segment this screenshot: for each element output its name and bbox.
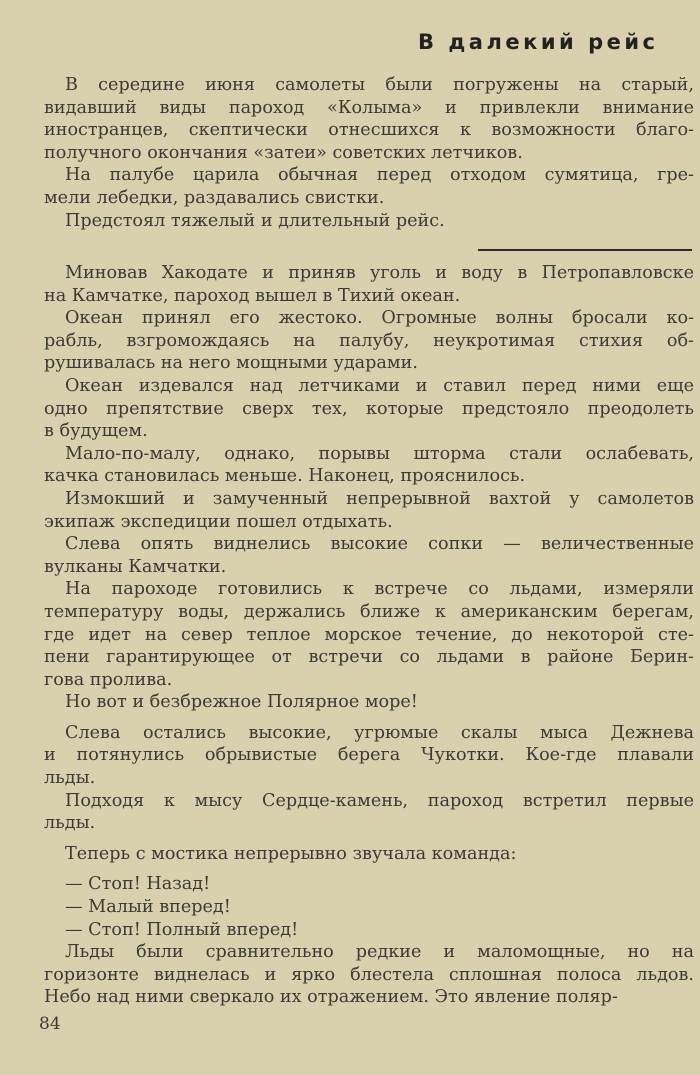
section-divider [478,249,692,251]
paragraph [44,375,694,443]
text-line: На палубе царила обычная перед отходом сумятица, гре- [65,165,694,186]
paragraph [44,262,694,307]
text-line: Теперь с мостика непрерывно звучала команда: [65,843,517,864]
text-line: Океан издевался над летчиками и ставил перед ними еще [65,375,694,396]
text-line: вулканы Камчатки. [44,556,227,577]
text-line: льды. [44,768,96,789]
paragraph-gap [44,835,694,843]
paragraph [44,210,694,233]
paragraph [44,941,694,1009]
text-line: Льды были сравнительно редкие и маломощные, но на [65,942,694,963]
text-line: иностранцев, скептически отнесшихся к возможности благо- [44,120,694,141]
paragraph [44,488,694,533]
text-line: качка становилась меньше. Наконец, прояснилось. [44,466,526,487]
paragraph [44,74,694,164]
text-line: мели лебедки, раздавались свистки. [44,187,385,208]
section-main [44,262,694,1009]
text-line: Слева остались высокие, угрюмые скалы мыса Дежнева [65,722,694,743]
paragraph-gap [44,714,694,722]
command-line: — Стоп! Полный вперед! [65,919,299,940]
text-line: экипаж экспедиции пошел отдыхать. [44,511,393,532]
paragraph [44,307,694,375]
paragraph [44,790,694,835]
text-line: в будущем. [44,421,148,442]
text-line: температуру воды, держались ближе к американским берегам, [44,601,694,622]
text-line: Но вот и безбрежное Полярное море! [65,692,418,713]
text-line: льды. [44,813,96,834]
text-line: одно препятствие сверх тех, которые предстояло преодолеть [44,398,694,419]
text-line: Миновав Хакодате и приняв уголь и воду в Петропавловске [65,263,694,283]
running-header: В далекий рейс [418,30,659,54]
text-line: получного окончания «затеи» советских летчиков. [44,142,523,163]
text-line: рабль, взгромождаясь на палубу, неукротимая стихия об- [44,330,694,351]
paragraph [44,443,694,488]
text-line: Мало-по-малу, однако, порывы шторма стали ослабевать, [65,443,694,464]
text-line: В середине июня самолеты были погружены на старый, [65,75,694,95]
text-line: на Камчатке, пароход вышел в Тихий океан. [44,285,461,306]
text-line: Небо над ними сверкало их отражением. Это явление поляр- [44,987,618,1008]
text-line: пени гарантирующее от встречи со льдами в районе Берин- [44,647,694,668]
text-line: Измокший и замученный непрерывной вахтой у самолетов [65,488,694,509]
paragraph [44,843,694,866]
paragraph [44,533,694,578]
text-line: Предстоял тяжелый и длительный рейс. [65,210,445,231]
text-line: и потянулись обрывистые берега Чукотки. Кое-где плавали [44,745,694,766]
text-line: На пароходе готовились к встрече со льдами, измеряли [65,579,694,600]
text-line: Слева опять виднелись высокие сопки — величественные [65,534,694,555]
text-line: рушивалась на него мощными ударами. [44,353,418,374]
text-line: Подходя к мысу Сердце-камень, пароход встретил первые [65,790,694,811]
paragraph [44,691,694,714]
paragraph [44,164,694,209]
text-line: горизонте виднелась и ярко блестела сплошная полоса льдов. [44,964,694,985]
text-line: Океан принял его жестоко. Огромные волны бросали ко- [65,308,694,329]
page-number: 84 [39,1014,61,1034]
section-intro [44,74,694,232]
command-line: — Малый вперед! [65,897,231,918]
paragraph-gap [44,865,694,873]
text-line: где идет на север теплое морское течение, до некоторой сте- [44,624,694,645]
paragraph [44,722,694,790]
paragraph [44,578,694,691]
text-line: гова пролива. [44,669,173,690]
text-line: видавший виды пароход «Колыма» и привлекли внимание [44,97,694,118]
command-line: — Стоп! Назад! [65,874,211,895]
